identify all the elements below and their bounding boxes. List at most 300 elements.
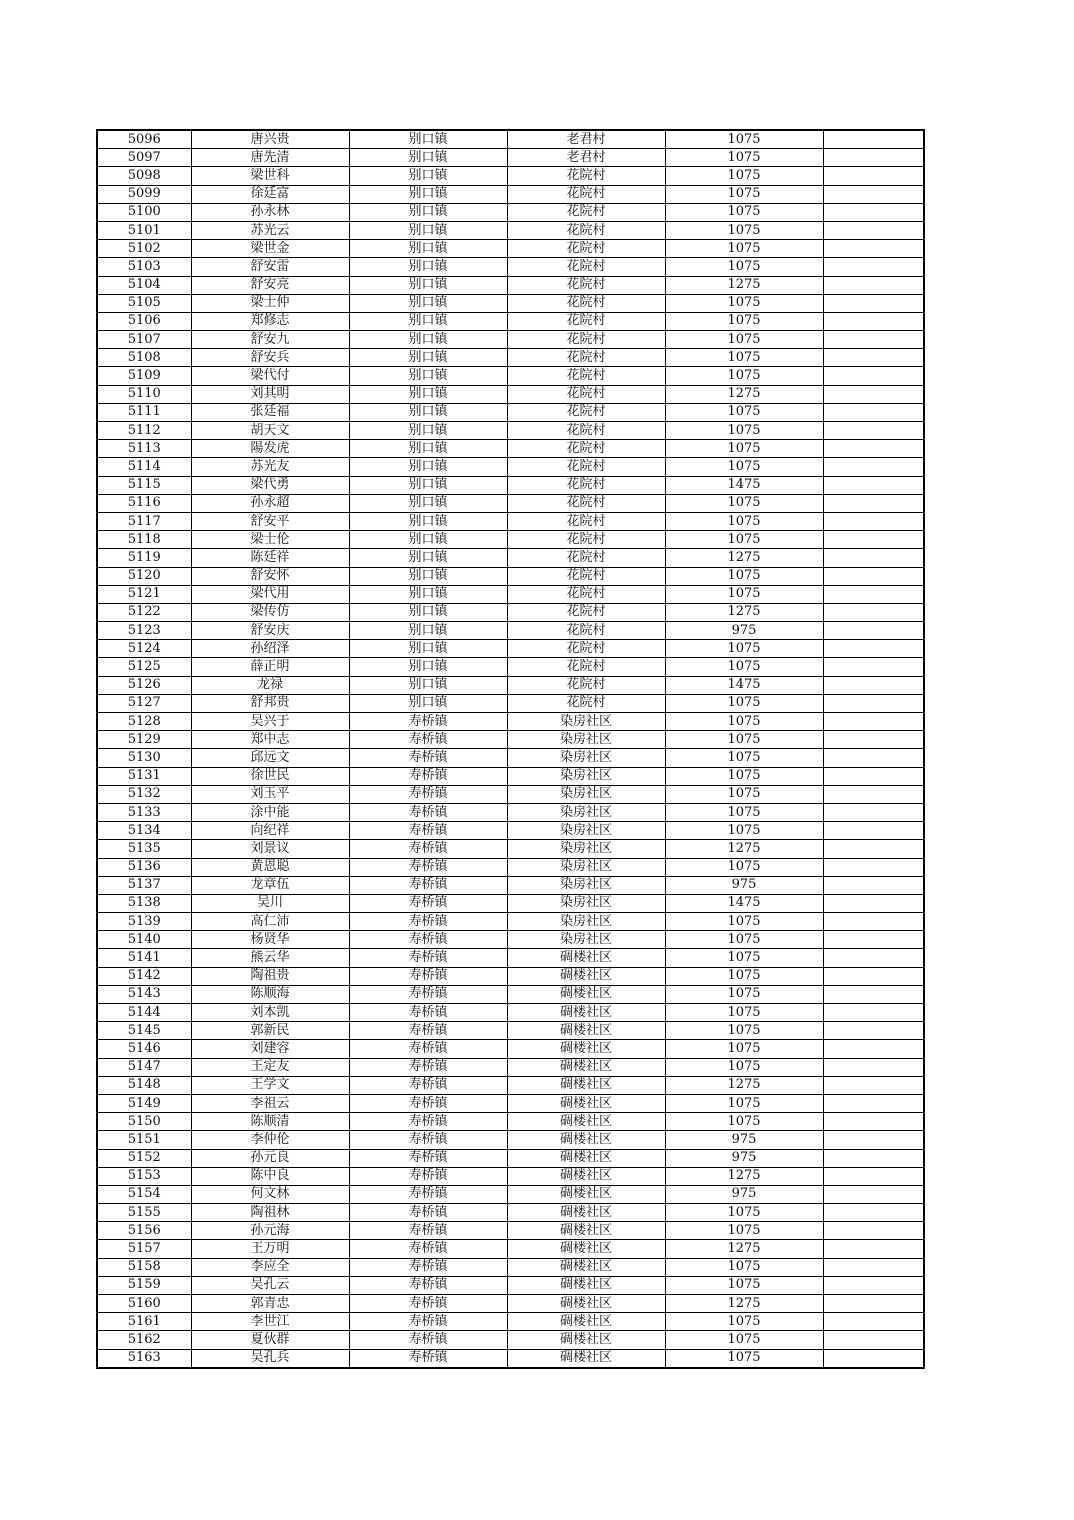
amount-cell: 1075 xyxy=(665,240,823,258)
town-cell: 别口镇 xyxy=(349,676,507,694)
row-number-cell: 5111 xyxy=(97,403,191,421)
table-row xyxy=(97,622,924,640)
town-cell: 寿桥镇 xyxy=(349,1204,507,1222)
table-row xyxy=(97,949,924,967)
table-row xyxy=(97,967,924,985)
table-row xyxy=(97,694,924,712)
amount-cell: 1275 xyxy=(665,1295,823,1313)
town-cell: 别口镇 xyxy=(349,603,507,621)
amount-cell: 1075 xyxy=(665,1004,823,1022)
row-number-cell: 5109 xyxy=(97,367,191,385)
remark-cell xyxy=(823,1022,924,1040)
town-cell: 寿桥镇 xyxy=(349,1076,507,1094)
row-number-cell: 5112 xyxy=(97,422,191,440)
amount-cell: 1075 xyxy=(665,1349,823,1368)
remark-cell xyxy=(823,531,924,549)
table-row xyxy=(97,1167,924,1185)
table-row xyxy=(97,931,924,949)
row-number-cell: 5124 xyxy=(97,640,191,658)
remark-cell xyxy=(823,1131,924,1149)
name-cell: 孙元海 xyxy=(191,1222,349,1240)
table-row xyxy=(97,1131,924,1149)
town-cell: 别口镇 xyxy=(349,258,507,276)
village-cell: 花院村 xyxy=(507,494,665,512)
amount-cell: 1075 xyxy=(665,512,823,530)
remark-cell xyxy=(823,349,924,367)
table-row xyxy=(97,221,924,239)
remark-cell xyxy=(823,1331,924,1349)
name-cell: 吴孔云 xyxy=(191,1276,349,1294)
village-cell: 染房社区 xyxy=(507,840,665,858)
table-row xyxy=(97,185,924,203)
row-number-cell: 5121 xyxy=(97,585,191,603)
village-cell: 花院村 xyxy=(507,531,665,549)
remark-cell xyxy=(823,1094,924,1112)
town-cell: 别口镇 xyxy=(349,694,507,712)
name-cell: 陈顺海 xyxy=(191,985,349,1003)
row-number-cell: 5143 xyxy=(97,985,191,1003)
village-cell: 碉楼社区 xyxy=(507,1331,665,1349)
village-cell: 碉楼社区 xyxy=(507,1349,665,1368)
row-number-cell: 5116 xyxy=(97,494,191,512)
table-row xyxy=(97,1058,924,1076)
table-row xyxy=(97,1222,924,1240)
row-number-cell: 5163 xyxy=(97,1349,191,1368)
town-cell: 别口镇 xyxy=(349,349,507,367)
amount-cell: 1075 xyxy=(665,331,823,349)
village-cell: 花院村 xyxy=(507,385,665,403)
name-cell: 李世江 xyxy=(191,1313,349,1331)
village-cell: 碉楼社区 xyxy=(507,1313,665,1331)
village-cell: 花院村 xyxy=(507,476,665,494)
row-number-cell: 5162 xyxy=(97,1331,191,1349)
row-number-cell: 5123 xyxy=(97,622,191,640)
name-cell: 王万明 xyxy=(191,1240,349,1258)
row-number-cell: 5158 xyxy=(97,1258,191,1276)
amount-cell: 1075 xyxy=(665,1040,823,1058)
remark-cell xyxy=(823,640,924,658)
town-cell: 寿桥镇 xyxy=(349,876,507,894)
name-cell: 舒安平 xyxy=(191,512,349,530)
table-row xyxy=(97,767,924,785)
name-cell: 吴兴于 xyxy=(191,713,349,731)
remark-cell xyxy=(823,967,924,985)
row-number-cell: 5132 xyxy=(97,785,191,803)
row-number-cell: 5125 xyxy=(97,658,191,676)
village-cell: 花院村 xyxy=(507,258,665,276)
table-row xyxy=(97,603,924,621)
town-cell: 寿桥镇 xyxy=(349,1185,507,1203)
remark-cell xyxy=(823,440,924,458)
village-cell: 碉楼社区 xyxy=(507,1094,665,1112)
name-cell: 梁世金 xyxy=(191,240,349,258)
name-cell: 刘本凯 xyxy=(191,1004,349,1022)
town-cell: 寿桥镇 xyxy=(349,1040,507,1058)
remark-cell xyxy=(823,167,924,185)
table-row xyxy=(97,1022,924,1040)
name-cell: 郭青忠 xyxy=(191,1295,349,1313)
village-cell: 染房社区 xyxy=(507,803,665,821)
table-row xyxy=(97,276,924,294)
name-cell: 黄恩聪 xyxy=(191,858,349,876)
row-number-cell: 5140 xyxy=(97,931,191,949)
amount-cell: 1075 xyxy=(665,785,823,803)
table-row xyxy=(97,512,924,530)
remark-cell xyxy=(823,567,924,585)
remark-cell xyxy=(823,258,924,276)
name-cell: 王学文 xyxy=(191,1076,349,1094)
village-cell: 碉楼社区 xyxy=(507,967,665,985)
row-number-cell: 5101 xyxy=(97,221,191,239)
town-cell: 别口镇 xyxy=(349,476,507,494)
row-number-cell: 5156 xyxy=(97,1222,191,1240)
row-number-cell: 5138 xyxy=(97,894,191,912)
town-cell: 寿桥镇 xyxy=(349,967,507,985)
village-cell: 染房社区 xyxy=(507,785,665,803)
row-number-cell: 5130 xyxy=(97,749,191,767)
row-number-cell: 5157 xyxy=(97,1240,191,1258)
row-number-cell: 5131 xyxy=(97,767,191,785)
row-number-cell: 5147 xyxy=(97,1058,191,1076)
amount-cell: 1075 xyxy=(665,694,823,712)
row-number-cell: 5129 xyxy=(97,731,191,749)
amount-cell: 975 xyxy=(665,622,823,640)
row-number-cell: 5134 xyxy=(97,822,191,840)
village-cell: 染房社区 xyxy=(507,931,665,949)
row-number-cell: 5102 xyxy=(97,240,191,258)
remark-cell xyxy=(823,1040,924,1058)
remark-cell xyxy=(823,494,924,512)
name-cell: 唐兴贵 xyxy=(191,130,349,149)
name-cell: 熊云华 xyxy=(191,949,349,967)
village-cell: 碉楼社区 xyxy=(507,1058,665,1076)
remark-cell xyxy=(823,1258,924,1276)
town-cell: 别口镇 xyxy=(349,149,507,167)
table-row xyxy=(97,585,924,603)
table-row xyxy=(97,1204,924,1222)
name-cell: 刘其明 xyxy=(191,385,349,403)
amount-cell: 1075 xyxy=(665,658,823,676)
row-number-cell: 5154 xyxy=(97,1185,191,1203)
amount-cell: 1075 xyxy=(665,1022,823,1040)
village-cell: 花院村 xyxy=(507,312,665,330)
village-cell: 花院村 xyxy=(507,167,665,185)
row-number-cell: 5151 xyxy=(97,1131,191,1149)
remark-cell xyxy=(823,931,924,949)
table-row xyxy=(97,1113,924,1131)
village-cell: 染房社区 xyxy=(507,749,665,767)
remark-cell xyxy=(823,803,924,821)
row-number-cell: 5139 xyxy=(97,913,191,931)
row-number-cell: 5146 xyxy=(97,1040,191,1058)
village-cell: 碉楼社区 xyxy=(507,1295,665,1313)
village-cell: 碉楼社区 xyxy=(507,1113,665,1131)
remark-cell xyxy=(823,1295,924,1313)
name-cell: 张廷福 xyxy=(191,403,349,421)
name-cell: 梁世科 xyxy=(191,167,349,185)
amount-cell: 1475 xyxy=(665,476,823,494)
remark-cell xyxy=(823,476,924,494)
village-cell: 染房社区 xyxy=(507,894,665,912)
row-number-cell: 5126 xyxy=(97,676,191,694)
remark-cell xyxy=(823,549,924,567)
table-row xyxy=(97,349,924,367)
remark-cell xyxy=(823,985,924,1003)
row-number-cell: 5160 xyxy=(97,1295,191,1313)
table-row xyxy=(97,985,924,1003)
town-cell: 寿桥镇 xyxy=(349,840,507,858)
town-cell: 寿桥镇 xyxy=(349,1058,507,1076)
amount-cell: 1275 xyxy=(665,549,823,567)
town-cell: 寿桥镇 xyxy=(349,1276,507,1294)
town-cell: 别口镇 xyxy=(349,458,507,476)
name-cell: 龙禄 xyxy=(191,676,349,694)
village-cell: 花院村 xyxy=(507,294,665,312)
amount-cell: 1075 xyxy=(665,967,823,985)
name-cell: 梁传仿 xyxy=(191,603,349,621)
village-cell: 碉楼社区 xyxy=(507,1040,665,1058)
table-row xyxy=(97,640,924,658)
village-cell: 染房社区 xyxy=(507,822,665,840)
name-cell: 徐廷富 xyxy=(191,185,349,203)
row-number-cell: 5145 xyxy=(97,1022,191,1040)
name-cell: 龙章伍 xyxy=(191,876,349,894)
village-cell: 花院村 xyxy=(507,585,665,603)
amount-cell: 975 xyxy=(665,876,823,894)
remark-cell xyxy=(823,840,924,858)
remark-cell xyxy=(823,767,924,785)
amount-cell: 1075 xyxy=(665,130,823,149)
remark-cell xyxy=(823,1349,924,1368)
remark-cell xyxy=(823,731,924,749)
amount-cell: 1075 xyxy=(665,149,823,167)
name-cell: 梁士仲 xyxy=(191,294,349,312)
town-cell: 寿桥镇 xyxy=(349,822,507,840)
table-row xyxy=(97,713,924,731)
town-cell: 别口镇 xyxy=(349,276,507,294)
remark-cell xyxy=(823,658,924,676)
row-number-cell: 5144 xyxy=(97,1004,191,1022)
amount-cell: 1075 xyxy=(665,585,823,603)
amount-cell: 1075 xyxy=(665,822,823,840)
amount-cell: 1075 xyxy=(665,258,823,276)
remark-cell xyxy=(823,149,924,167)
remark-cell xyxy=(823,1167,924,1185)
row-number-cell: 5152 xyxy=(97,1149,191,1167)
name-cell: 李祖云 xyxy=(191,1094,349,1112)
remark-cell xyxy=(823,331,924,349)
amount-cell: 1275 xyxy=(665,1167,823,1185)
town-cell: 寿桥镇 xyxy=(349,1295,507,1313)
table-row xyxy=(97,1313,924,1331)
row-number-cell: 5135 xyxy=(97,840,191,858)
name-cell: 梁代勇 xyxy=(191,476,349,494)
town-cell: 寿桥镇 xyxy=(349,1313,507,1331)
village-cell: 花院村 xyxy=(507,694,665,712)
table-row xyxy=(97,749,924,767)
amount-cell: 1075 xyxy=(665,1058,823,1076)
town-cell: 别口镇 xyxy=(349,658,507,676)
table-row xyxy=(97,1331,924,1349)
amount-cell: 1075 xyxy=(665,913,823,931)
amount-cell: 1075 xyxy=(665,767,823,785)
table-row xyxy=(97,130,924,149)
name-cell: 梁士伦 xyxy=(191,531,349,549)
village-cell: 碉楼社区 xyxy=(507,1149,665,1167)
amount-cell: 1075 xyxy=(665,713,823,731)
village-cell: 染房社区 xyxy=(507,858,665,876)
table-row xyxy=(97,1276,924,1294)
town-cell: 别口镇 xyxy=(349,294,507,312)
name-cell: 舒安雷 xyxy=(191,258,349,276)
name-cell: 王定友 xyxy=(191,1058,349,1076)
town-cell: 别口镇 xyxy=(349,331,507,349)
name-cell: 郭新民 xyxy=(191,1022,349,1040)
town-cell: 寿桥镇 xyxy=(349,894,507,912)
row-number-cell: 5104 xyxy=(97,276,191,294)
row-number-cell: 5137 xyxy=(97,876,191,894)
town-cell: 寿桥镇 xyxy=(349,913,507,931)
amount-cell: 975 xyxy=(665,1185,823,1203)
village-cell: 花院村 xyxy=(507,640,665,658)
town-cell: 别口镇 xyxy=(349,531,507,549)
remark-cell xyxy=(823,312,924,330)
amount-cell: 1075 xyxy=(665,803,823,821)
table-row xyxy=(97,531,924,549)
row-number-cell: 5142 xyxy=(97,967,191,985)
amount-cell: 1075 xyxy=(665,1331,823,1349)
row-number-cell: 5106 xyxy=(97,312,191,330)
town-cell: 寿桥镇 xyxy=(349,858,507,876)
name-cell: 郑修志 xyxy=(191,312,349,330)
row-number-cell: 5159 xyxy=(97,1276,191,1294)
town-cell: 别口镇 xyxy=(349,622,507,640)
row-number-cell: 5103 xyxy=(97,258,191,276)
village-cell: 染房社区 xyxy=(507,713,665,731)
town-cell: 别口镇 xyxy=(349,494,507,512)
remark-cell xyxy=(823,130,924,149)
village-cell: 花院村 xyxy=(507,658,665,676)
name-cell: 李仲伦 xyxy=(191,1131,349,1149)
village-cell: 花院村 xyxy=(507,549,665,567)
town-cell: 寿桥镇 xyxy=(349,767,507,785)
table-row xyxy=(97,440,924,458)
village-cell: 碉楼社区 xyxy=(507,1167,665,1185)
remark-cell xyxy=(823,294,924,312)
name-cell: 杨贤华 xyxy=(191,931,349,949)
town-cell: 寿桥镇 xyxy=(349,713,507,731)
name-cell: 孙永超 xyxy=(191,494,349,512)
table-row xyxy=(97,1040,924,1058)
row-number-cell: 5118 xyxy=(97,531,191,549)
village-cell: 花院村 xyxy=(507,185,665,203)
village-cell: 花院村 xyxy=(507,676,665,694)
remark-cell xyxy=(823,913,924,931)
village-cell: 花院村 xyxy=(507,603,665,621)
town-cell: 寿桥镇 xyxy=(349,1113,507,1131)
village-cell: 染房社区 xyxy=(507,731,665,749)
village-cell: 碉楼社区 xyxy=(507,985,665,1003)
town-cell: 寿桥镇 xyxy=(349,803,507,821)
village-cell: 老君村 xyxy=(507,130,665,149)
row-number-cell: 5110 xyxy=(97,385,191,403)
amount-cell: 1075 xyxy=(665,422,823,440)
town-cell: 寿桥镇 xyxy=(349,1349,507,1368)
remark-cell xyxy=(823,822,924,840)
remark-cell xyxy=(823,713,924,731)
row-number-cell: 5098 xyxy=(97,167,191,185)
amount-cell: 1075 xyxy=(665,403,823,421)
town-cell: 别口镇 xyxy=(349,440,507,458)
village-cell: 老君村 xyxy=(507,149,665,167)
village-cell: 花院村 xyxy=(507,203,665,221)
amount-cell: 1075 xyxy=(665,749,823,767)
remark-cell xyxy=(823,858,924,876)
town-cell: 寿桥镇 xyxy=(349,1240,507,1258)
table-row xyxy=(97,785,924,803)
amount-cell: 1075 xyxy=(665,1258,823,1276)
village-cell: 染房社区 xyxy=(507,767,665,785)
table-row xyxy=(97,403,924,421)
name-cell: 徐世民 xyxy=(191,767,349,785)
remark-cell xyxy=(823,1276,924,1294)
remark-cell xyxy=(823,458,924,476)
amount-cell: 1075 xyxy=(665,1276,823,1294)
row-number-cell: 5107 xyxy=(97,331,191,349)
amount-cell: 1475 xyxy=(665,676,823,694)
remark-cell xyxy=(823,603,924,621)
amount-cell: 1075 xyxy=(665,531,823,549)
name-cell: 陽发虎 xyxy=(191,440,349,458)
name-cell: 郑中志 xyxy=(191,731,349,749)
village-cell: 碉楼社区 xyxy=(507,1240,665,1258)
table-row xyxy=(97,840,924,858)
row-number-cell: 5128 xyxy=(97,713,191,731)
table-row xyxy=(97,894,924,912)
town-cell: 寿桥镇 xyxy=(349,1331,507,1349)
village-cell: 碉楼社区 xyxy=(507,1076,665,1094)
amount-cell: 1075 xyxy=(665,931,823,949)
row-number-cell: 5115 xyxy=(97,476,191,494)
amount-cell: 1075 xyxy=(665,949,823,967)
town-cell: 别口镇 xyxy=(349,185,507,203)
town-cell: 别口镇 xyxy=(349,640,507,658)
village-cell: 碉楼社区 xyxy=(507,1185,665,1203)
amount-cell: 1075 xyxy=(665,440,823,458)
town-cell: 别口镇 xyxy=(349,403,507,421)
remark-cell xyxy=(823,585,924,603)
row-number-cell: 5149 xyxy=(97,1094,191,1112)
remark-cell xyxy=(823,1222,924,1240)
town-cell: 寿桥镇 xyxy=(349,785,507,803)
row-number-cell: 5108 xyxy=(97,349,191,367)
remark-cell xyxy=(823,894,924,912)
table-row xyxy=(97,367,924,385)
table-body xyxy=(97,130,924,1368)
row-number-cell: 5117 xyxy=(97,512,191,530)
amount-cell: 1075 xyxy=(665,1313,823,1331)
village-cell: 染房社区 xyxy=(507,913,665,931)
remark-cell xyxy=(823,676,924,694)
village-cell: 花院村 xyxy=(507,331,665,349)
amount-cell: 1075 xyxy=(665,312,823,330)
village-cell: 花院村 xyxy=(507,367,665,385)
name-cell: 刘玉平 xyxy=(191,785,349,803)
name-cell: 薛正明 xyxy=(191,658,349,676)
name-cell: 吴孔兵 xyxy=(191,1349,349,1368)
village-cell: 碉楼社区 xyxy=(507,1222,665,1240)
row-number-cell: 5161 xyxy=(97,1313,191,1331)
